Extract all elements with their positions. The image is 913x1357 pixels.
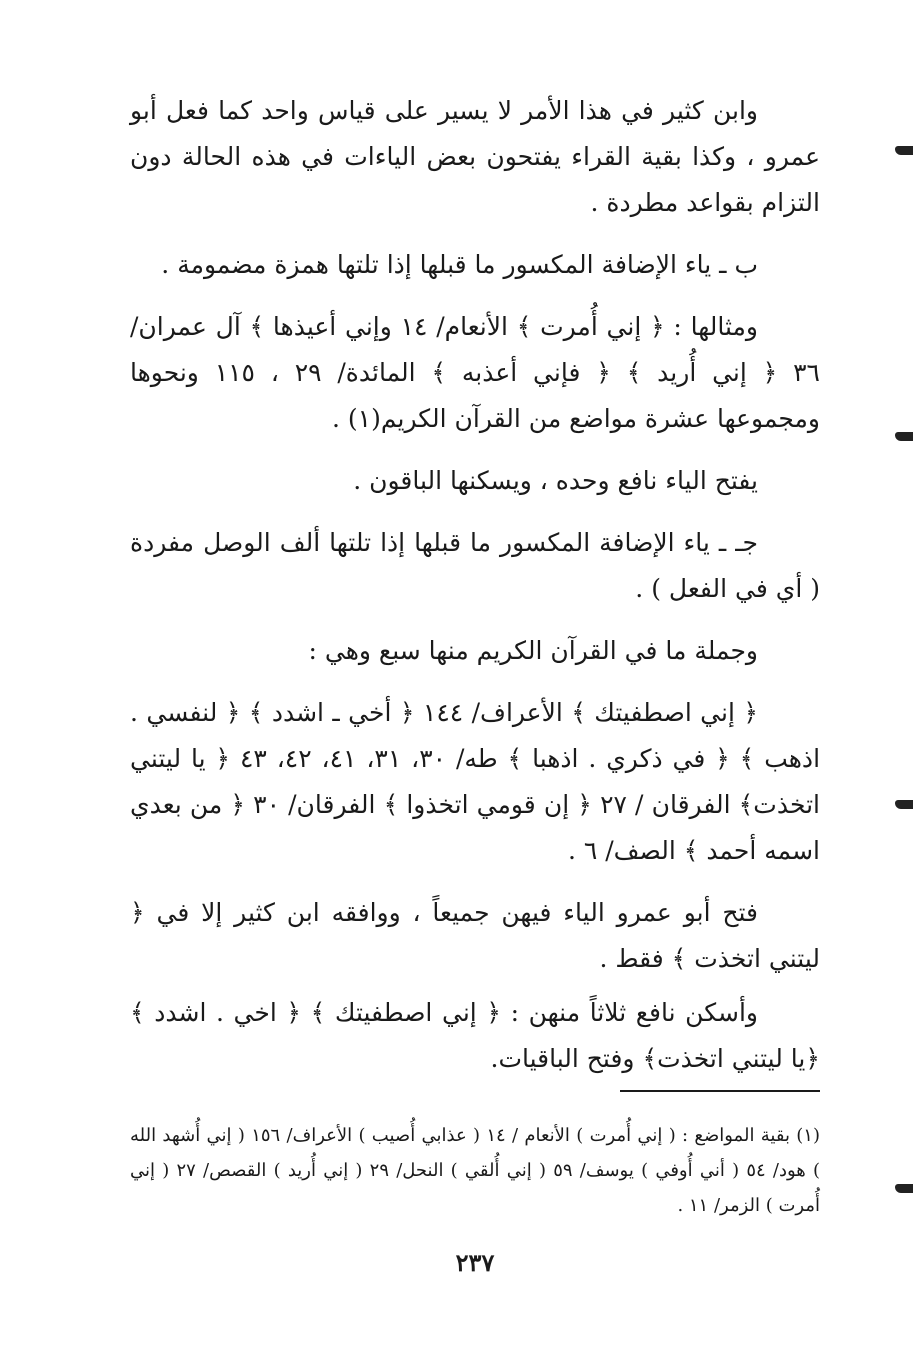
footnote-divider bbox=[620, 1090, 820, 1092]
scan-edge-mark bbox=[895, 146, 913, 155]
footnote: (١) بقية المواضع : ( إني أُمرت ) الأنعام / ١٤ ( عذابي أُصيب ) الأعراف/ ١٥٦ ( إني أُشهد الله ) هود/ ٥٤ ( أني أُوفي ) يوسف/ ٥٩ ( إني أُلقي ) النحل/ ٢٩ ( إني أُريد ) القصص/ ٢٧ ( إني أُمرت ) الزمر/ ١١ . bbox=[130, 1125, 821, 1216]
page-number: ٢٣٧ bbox=[455, 1248, 495, 1277]
scan-edge-mark bbox=[895, 800, 913, 809]
paragraph-8: فتح أبو عمرو الياء فيهن جميعاً ، ووافقه ابن كثير إلا في ﴿ ليتني اتخذت ﴾ فقط . bbox=[130, 898, 820, 973]
paragraph-6: وجملة ما في القرآن الكريم منها سبع وهي : bbox=[308, 636, 758, 665]
paragraph-5: جـ ـ ياء الإضافة المكسور ما قبلها إذا تلتها ألف الوصل مفردة ( أي في الفعل ) . bbox=[130, 528, 820, 603]
paragraph-3: ومثالها : ﴿ إني أُمرت ﴾ الأنعام/ ١٤ وإني أعيذها ﴾ آل عمران/ ٣٦ ﴿ إني أُريد ﴾ ﴿ فإني أعذبه ﴾ المائدة/ ٢٩ ، ١١٥ ونحوها ومجموعها عشرة مواضع من القرآن الكريم(١) . bbox=[130, 312, 820, 433]
scan-edge-mark bbox=[895, 432, 913, 441]
paragraph-4: يفتح الياء نافع وحده ، ويسكنها الباقون . bbox=[353, 466, 758, 495]
paragraph-2: ب ـ ياء الإضافة المكسور ما قبلها إذا تلتها همزة مضمومة . bbox=[161, 250, 758, 279]
document-page bbox=[130, 88, 820, 1328]
paragraph-7: ﴿ إني اصطفيتك ﴾ الأعراف/ ١٤٤ ﴿ أخي ـ اشدد ﴾ ﴿ لنفسي . اذهب ﴾ ﴿ في ذكري . اذهبا ﴾ طه/ ٣٠، ٣١، ٤١، ٤٢، ٤٣ ﴿ يا ليتني اتخذت﴾ الفرقان / ٢٧ ﴿ إن قومي اتخذوا ﴾ الفرقان/ ٣٠ ﴿ من بعدي اسمه أحمد ﴾ الصف/ ٦ . bbox=[130, 698, 821, 865]
scan-edge-mark bbox=[895, 1184, 913, 1193]
paragraph-9: وأسكن نافع ثلاثاً منهن : ﴿ إني اصطفيتك ﴾ ﴿ اخي . اشدد ﴾ ﴿يا ليتني اتخذت﴾ وفتح الباقيات. bbox=[130, 998, 820, 1073]
paragraph-1: وابن كثير في هذا الأمر لا يسير على قياس واحد كما فعل أبو عمرو ، وكذا بقية القراء يفتحون بعض الياءات في هذه الحالة دون التزام بقواعد مطردة . bbox=[130, 96, 820, 217]
